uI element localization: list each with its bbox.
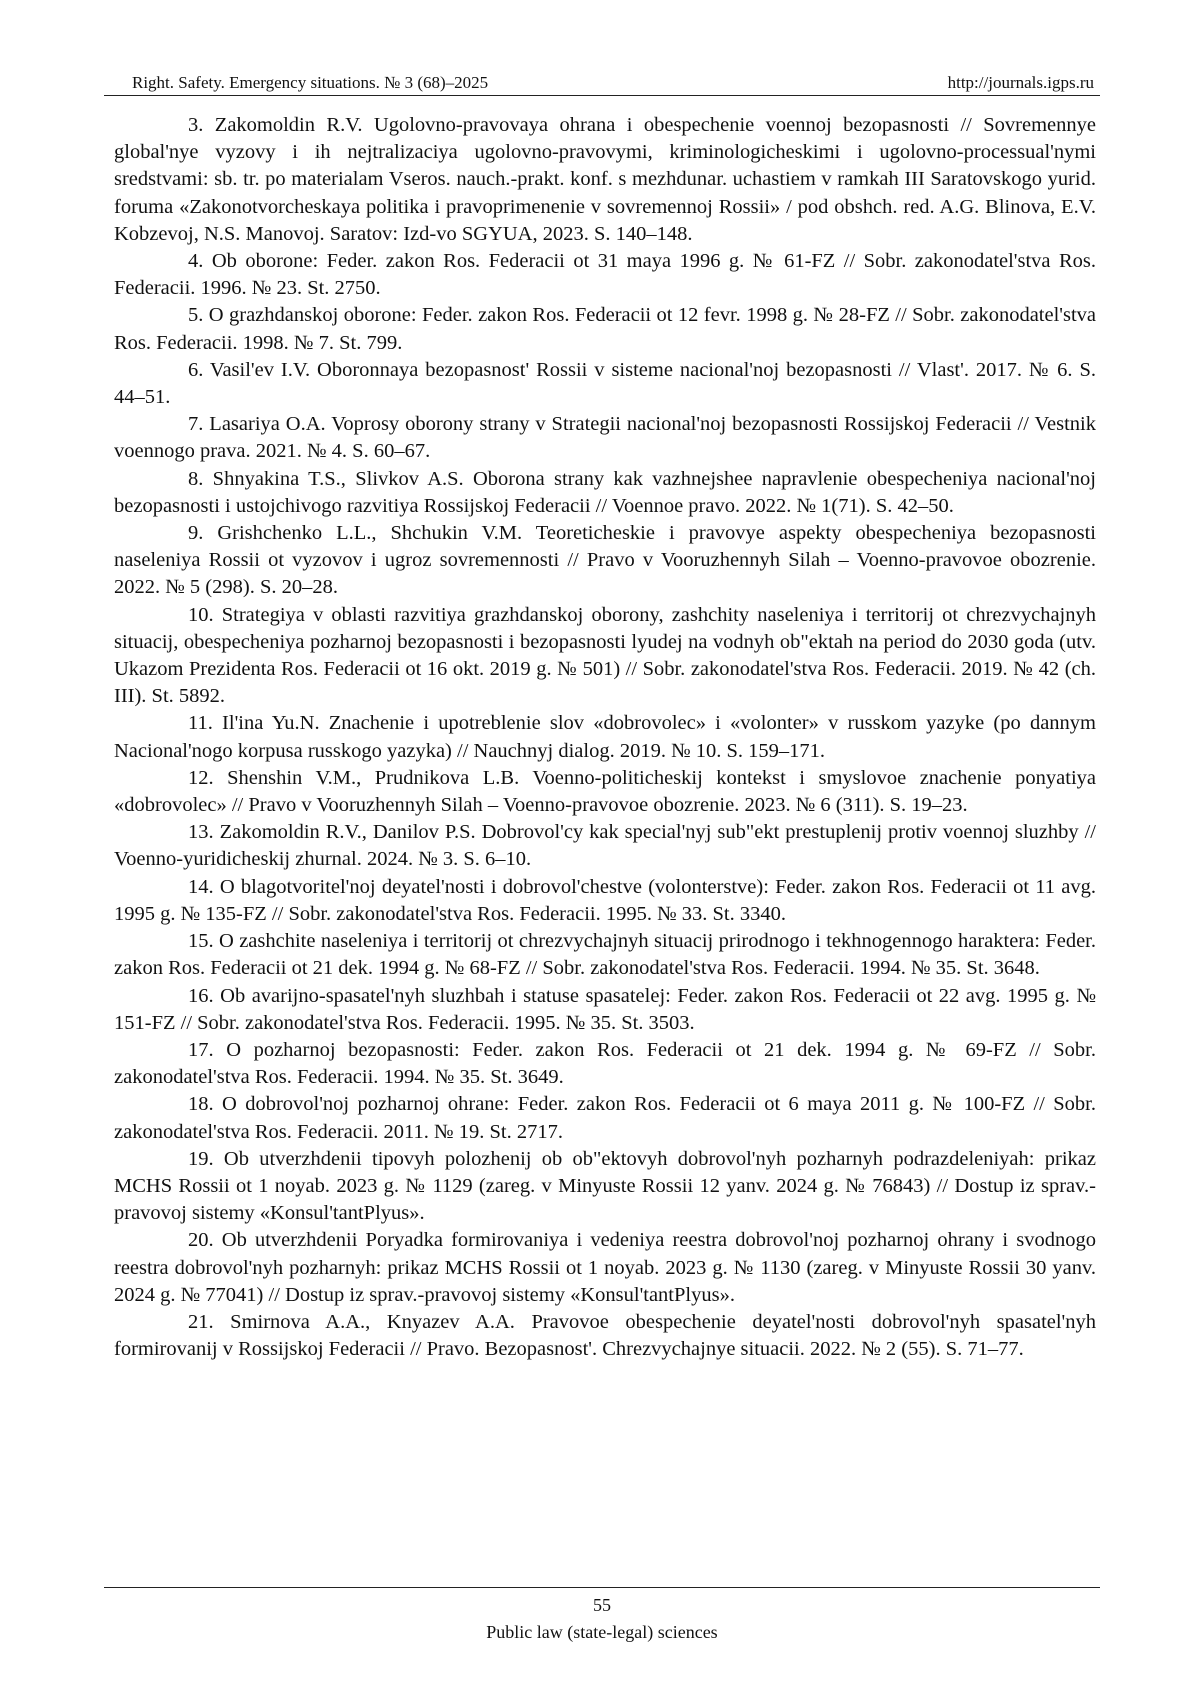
reference-item: 18. O dobrovol'noj pozharnoj ohrane: Feder. zakon Ros. Federacii ot 6 maya 2011 g. № 100-FZ // Sobr. zakonodatel'stva Ros. Federacii. 2011. № 19. St. 2717. (114, 1093, 1096, 1143)
reference-item: 6. Vasil'ev I.V. Oboronnaya bezopasnost' Rossii v sisteme nacional'noj bezopasnosti // Vlast'. 2017. № 6. S. 44–51. (114, 358, 1096, 409)
journal-title: Right. Safety. Emergency situations. № 3 (68)–2025 (132, 73, 489, 92)
reference-item: 20. Ob utverzhdenii Poryadka formirovaniya i vedeniya reestra dobrovol'noj pozharnoj ohrany i svodnogo reestra dobrovol'nyh pozharnyh: prikaz MCHS Rossii ot 1 noyab. 2023 g. № 1130 (zareg. v Minyuste Rossii 30 yanv. 2024 g. № 77041) // Dostup iz sprav.-pravovoj sistemy «Konsul'tantPlyus». (114, 1229, 1096, 1306)
header-divider (104, 95, 1100, 96)
reference-item: 15. O zashchite naseleniya i territorij ot chrezvychajnyh situacij prirodnogo i tekhnogennogo haraktera: Feder. zakon Ros. Federacii ot 21 dek. 1994 g. № 68-FZ // Sobr. zakonodatel'stva Ros. Federacii. 1994. № 35. St. 3648. (114, 930, 1096, 980)
reference-item: 11. Il'ina Yu.N. Znachenie i upotreblenie slov «dobrovolec» i «volonter» v russkom yazyke (po dannym Nacional'nogo korpusa russkogo yazyka) // Nauchnyj dialog. 2019. № 10. S. 159–171. (114, 712, 1096, 762)
reference-item: 7. Lasariya O.A. Voprosy oborony strany v Strategii nacional'noj bezopasnosti Rossijskoj Federacii // Vestnik voennogo prava. 2021. № 4. S. 60–67. (114, 413, 1096, 463)
page-number: 55 (593, 1595, 611, 1615)
reference-item: 19. Ob utverzhdenii tipovyh polozhenij ob ob"ektovyh dobrovol'nyh pozharnyh podrazdeleniyah: prikaz MCHS Rossii ot 1 noyab. 2023 g. № 1129 (zareg. v Minyuste Rossii 12 yanv. 2024 g. № 76843) // Dostup iz sprav.-pravovoj sistemy «Konsul'tantPlyus». (114, 1147, 1096, 1225)
section-title: Public law (state-legal) sciences (486, 1622, 718, 1642)
journal-url[interactable]: http://journals.igps.ru (947, 73, 1094, 92)
reference-list (114, 112, 1096, 1363)
reference-item: 21. Smirnova A.A., Knyazev A.A. Pravovoe obespechenie deyatel'nosti dobrovol'nyh spasatel'nyh formirovanij v Rossijskoj Federacii // Pravo. Bezopasnost'. Chrezvychajnye situacii. 2022. № 2 (55). S. 71–77. (114, 1310, 1096, 1361)
reference-item: 13. Zakomoldin R.V., Danilov P.S. Dobrovol'cy kak special'nyj sub"ekt prestuplenij protiv voennoj sluzhby // Voenno-yuridicheskij zhurnal. 2024. № 3. S. 6–10. (114, 821, 1096, 871)
running-header (104, 72, 1100, 96)
reference-item: 5. O grazhdanskoj oborone: Feder. zakon Ros. Federacii ot 12 fevr. 1998 g. № 28-FZ // Sobr. zakonodatel'stva Ros. Federacii. 1998. № 7. St. 799. (114, 304, 1096, 354)
reference-item: 16. Ob avarijno-spasatel'nyh sluzhbah i statuse spasatelej: Feder. zakon Ros. Federacii ot 22 avg. 1995 g. № 151-FZ // Sobr. zakonodatel'stva Ros. Federacii. 1995. № 35. St. 3503. (114, 984, 1096, 1034)
reference-item: 9. Grishchenko L.L., Shchukin V.M. Teoreticheskie i pravovye aspekty obespecheniya bezopasnosti naseleniya Rossii ot vyzovov i ugroz sovremennosti // Pravo v Vooruzhennyh Silah – Voenno-pravovoe obozrenie. 2022. № 5 (298). S. 20–28. (114, 522, 1096, 599)
reference-item: 10. Strategiya v oblasti razvitiya grazhdanskoj oborony, zashchity naseleniya i territorij ot chrezvychajnyh situacij, obespecheniya pozharnoj bezopasnosti i bezopasnosti lyudej na vodnyh ob"ektah na period do 2030 goda (utv. Ukazom Prezidenta Ros. Federacii ot 16 okt. 2019 g. № 501) // Sobr. zakonodatel'stva Ros. Federacii. 2019. № 42 (ch. III). St. 5892. (114, 603, 1096, 708)
reference-item: 8. Shnyakina T.S., Slivkov A.S. Oborona strany kak vazhnejshee napravlenie obespecheniya nacional'noj bezopasnosti i ustojchivogo razvitiya Rossijskoj Federacii // Voennoe pravo. 2022. № 1(71). S. 42–50. (114, 467, 1096, 517)
reference-item: 4. Ob oborone: Feder. zakon Ros. Federacii ot 31 maya 1996 g. № 61-FZ // Sobr. zakonodatel'stva Ros. Federacii. 1996. № 23. St. 2750. (114, 250, 1096, 300)
reference-item: 14. O blagotvoritel'noj deyatel'nosti i dobrovol'chestve (volonterstve): Feder. zakon Ros. Federacii ot 11 avg. 1995 g. № 135-FZ // Sobr. zakonodatel'stva Ros. Federacii. 1995. № 33. St. 3340. (114, 875, 1096, 925)
reference-item: 3. Zakomoldin R.V. Ugolovno-pravovaya ohrana i obespechenie voennoj bezopasnosti // Sovremennye global'nye vyzovy i ih nejtralizaciya ugolovno-pravovymi, kriminologicheskimi i ugolovno-processual'nymi sredstvami: sb. tr. po materialam Vseros. nauch.-prakt. konf. s mezhdunar. uchastiem v ramkah III Saratovskogo yurid. foruma «Zakonotvorcheskaya politika i pravoprimenenie v sovremennoj Rossii» / pod obshch. red. A.G. Blinova, E.V. Kobzevoj, N.S. Manovoj. Saratov: Izd-vo SGYUA, 2023. S. 140–148. (114, 114, 1096, 245)
reference-item: 12. Shenshin V.M., Prudnikova L.B. Voenno-politicheskij kontekst i smyslovoe znachenie ponyatiya «dobrovolec» // Pravo v Vooruzhennyh Silah – Voenno-pravovoe obozrenie. 2023. № 6 (311). S. 19–23. (114, 766, 1096, 817)
reference-item: 17. O pozharnoj bezopasnosti: Feder. zakon Ros. Federacii ot 21 dek. 1994 g. № 69-FZ // Sobr. zakonodatel'stva Ros. Federacii. 1994. № 35. St. 3649. (114, 1038, 1096, 1089)
footer-divider (104, 1587, 1100, 1588)
